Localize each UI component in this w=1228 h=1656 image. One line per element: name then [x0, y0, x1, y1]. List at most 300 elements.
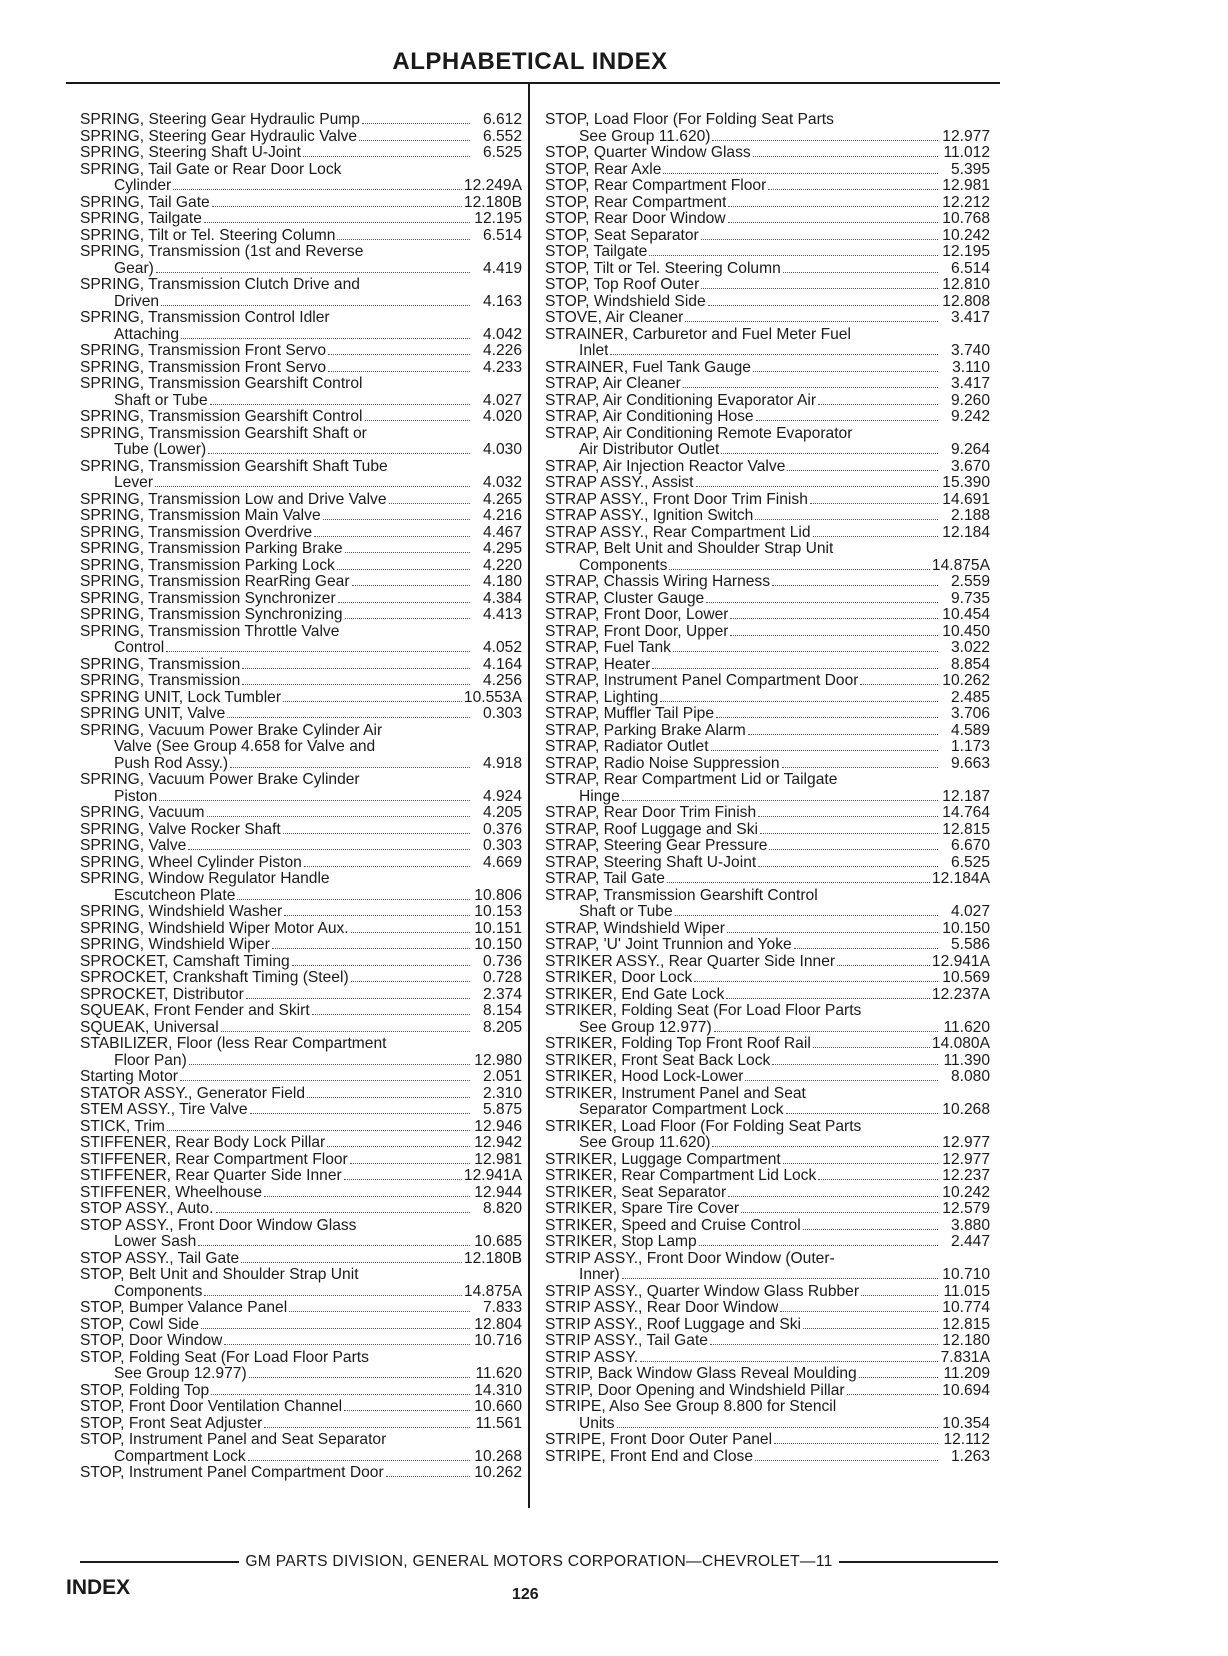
entry-group-number: 12.977 — [942, 1150, 990, 1168]
entry-group-number: 0.376 — [482, 820, 522, 838]
index-entry — [80, 1317, 522, 1334]
index-entry — [80, 607, 522, 624]
entry-group-number: 2.447 — [950, 1233, 990, 1250]
entry-text: STOP, Seat Separator — [545, 227, 699, 244]
entry-group-number: 2.374 — [482, 985, 522, 1003]
leader-dots — [728, 222, 938, 223]
entry-group-number: 3.670 — [950, 457, 990, 475]
leader-dots — [210, 404, 470, 405]
entry-text: STRAP, Fuel Tank — [545, 640, 671, 656]
index-entry — [80, 921, 522, 938]
index-entry — [545, 178, 990, 195]
entry-text: STRAP, Front Door, Lower — [545, 607, 729, 623]
entry-group-number: 12.237A — [931, 985, 990, 1003]
entry-group-number: 3.740 — [950, 342, 990, 359]
entry-group-number: 10.153 — [474, 903, 522, 920]
leader-dots — [362, 123, 470, 124]
entry-group-number: 8.080 — [950, 1068, 990, 1085]
entry-group-number: 14.691 — [942, 490, 990, 508]
leader-dots — [673, 651, 938, 652]
entry-group-number: 11.390 — [943, 1051, 990, 1069]
entry-text: Control — [114, 640, 165, 656]
entry-group-number: 10.694 — [942, 1381, 990, 1399]
index-column-left — [80, 112, 522, 1482]
leader-dots — [711, 750, 938, 751]
index-entry — [545, 772, 990, 789]
leader-dots — [861, 1295, 938, 1296]
leader-dots — [303, 156, 470, 157]
leader-dots — [772, 585, 938, 586]
index-entry — [545, 244, 990, 261]
index-entry — [545, 508, 990, 525]
index-entry — [80, 723, 522, 740]
index-entry — [545, 1168, 990, 1185]
index-entry — [80, 1201, 522, 1218]
entry-text: SPRING, Tail Gate — [80, 194, 210, 211]
entry-text: SPRING, Valve — [80, 838, 187, 854]
index-entry — [80, 624, 522, 641]
entry-text: SPRING, Transmission RearRing Gear — [80, 574, 350, 590]
entry-text: STRIKER, Folding Top Front Roof Rail — [545, 1036, 811, 1052]
entry-group-number: 4.032 — [482, 474, 522, 491]
entry-group-number: 4.163 — [482, 292, 522, 310]
leader-dots — [156, 272, 470, 273]
entry-text: STRAP, Parking Brake Alarm — [545, 722, 746, 739]
leader-dots — [741, 1212, 938, 1213]
index-entry — [80, 805, 522, 822]
entry-text: STICK, Trim — [80, 1118, 165, 1135]
entry-text: SPRING, Vacuum — [80, 805, 205, 821]
entry-group-number: 4.413 — [482, 606, 522, 623]
entry-text: Push Rod Assy.) — [114, 755, 229, 772]
index-entry — [545, 640, 990, 657]
entry-group-number: 9.264 — [950, 441, 990, 458]
entry-group-number: 4.226 — [482, 342, 522, 359]
leader-dots — [312, 1014, 470, 1015]
entry-text: STRIKER, Rear Compartment Lid Lock — [545, 1168, 817, 1184]
index-entry — [80, 1003, 522, 1020]
entry-text: SPRING, Transmission (1st and Reverse — [80, 244, 364, 260]
index-entry — [545, 1366, 990, 1383]
entry-text: STRAP, Cluster Gauge — [545, 590, 705, 607]
entry-group-number: 12.941A — [931, 952, 990, 970]
index-entry — [545, 1102, 990, 1119]
entry-group-number: 6.670 — [950, 837, 990, 854]
index-entry — [545, 393, 990, 410]
index-entry — [545, 195, 990, 212]
index-entry — [80, 1399, 522, 1416]
entry-text: STRIP ASSY., Rear Door Window — [545, 1300, 779, 1316]
index-entry — [80, 1218, 522, 1235]
entry-text: STOP, Rear Door Window — [545, 211, 726, 227]
entry-text: STRIP, Door Opening and Windshield Pillar — [545, 1382, 845, 1399]
entry-group-number: 4.027 — [482, 391, 522, 409]
index-entry — [545, 657, 990, 674]
leader-dots — [230, 767, 470, 768]
index-entry — [80, 1119, 522, 1136]
entry-text: Lower Sash — [114, 1234, 197, 1250]
index-entry — [80, 987, 522, 1004]
entry-group-number: 11.015 — [943, 1282, 990, 1300]
entry-group-number: 5.875 — [482, 1101, 522, 1118]
entry-group-number: 12.180B — [463, 1249, 522, 1267]
leader-dots — [246, 998, 470, 999]
entry-text: STRIKER, Spare Tire Cover — [545, 1201, 740, 1217]
leader-dots — [683, 387, 938, 388]
entry-group-number: 4.924 — [482, 787, 522, 805]
entry-group-number: 3.110 — [952, 358, 990, 376]
entry-group-number: 2.485 — [950, 688, 990, 706]
entry-text: STRAINER, Fuel Tank Gauge — [545, 359, 751, 376]
entry-text: SPRING, Steering Gear Hydraulic Pump — [80, 112, 360, 128]
index-entry — [545, 1267, 990, 1284]
leader-dots — [352, 585, 470, 586]
entry-group-number: 12.815 — [942, 820, 990, 838]
leader-dots — [617, 1427, 938, 1428]
leader-dots — [323, 519, 470, 520]
leader-dots — [166, 651, 470, 652]
entry-text: STOP ASSY., Front Door Window Glass — [80, 1217, 357, 1234]
leader-dots — [204, 1295, 461, 1296]
entry-group-number: 3.417 — [950, 375, 990, 392]
index-entry — [80, 1152, 522, 1169]
entry-text: STRIP ASSY., Roof Luggage and Ski — [545, 1316, 802, 1333]
entry-text: SPRING, Windshield Wiper Motor Aux. — [80, 920, 349, 937]
entry-group-number: 4.669 — [482, 853, 522, 871]
entry-text: SPRING, Transmission Main Valve — [80, 508, 321, 524]
leader-dots — [337, 569, 470, 570]
entry-text: Piston — [114, 788, 158, 805]
index-entry — [80, 508, 522, 525]
title-rule — [66, 82, 1000, 84]
entry-group-number: 12.180 — [942, 1332, 990, 1349]
entry-text: Starting Motor — [80, 1069, 178, 1085]
entry-text: STRAP ASSY., Assist — [545, 475, 694, 491]
entry-text: STRIKER ASSY., Rear Quarter Side Inner — [545, 953, 836, 970]
index-entry — [545, 1432, 990, 1449]
index-entry — [545, 1449, 990, 1466]
leader-dots — [173, 189, 462, 190]
leader-dots — [769, 849, 938, 850]
leader-dots — [307, 1097, 470, 1098]
entry-group-number: 12.195 — [474, 210, 522, 227]
entry-group-number: 10.150 — [474, 936, 522, 953]
entry-text: STRAP, Heater — [545, 656, 651, 673]
leader-dots — [745, 1080, 938, 1081]
index-entry — [545, 888, 990, 905]
index-entry — [80, 904, 522, 921]
index-entry — [80, 1449, 522, 1466]
leader-dots — [338, 602, 470, 603]
index-entry — [80, 871, 522, 888]
leader-dots — [622, 800, 938, 801]
entry-group-number: 12.184A — [931, 870, 990, 887]
index-entry — [80, 426, 522, 443]
index-entry — [80, 1333, 522, 1350]
index-entry — [545, 739, 990, 756]
leader-dots — [669, 569, 929, 570]
entry-group-number: 10.710 — [942, 1266, 990, 1283]
entry-text: STRIKER, Load Floor (For Folding Seat Parts — [545, 1118, 862, 1135]
index-entry — [545, 376, 990, 393]
leader-dots — [753, 371, 938, 372]
entry-group-number: 10.450 — [942, 622, 990, 640]
entry-text: SPRING, Transmission Low and Drive Valve — [80, 491, 387, 508]
entry-group-number: 10.262 — [474, 1464, 522, 1481]
entry-group-number: 4.205 — [482, 804, 522, 821]
index-entry — [545, 954, 990, 971]
page-number: 126 — [512, 1586, 539, 1603]
index-entry — [545, 871, 990, 888]
entry-text: STRAP, Air Cleaner — [545, 376, 681, 392]
index-entry — [545, 723, 990, 740]
entry-text: STRAP, 'U' Joint Trunnion and Yoke — [545, 937, 792, 953]
index-entry — [545, 1069, 990, 1086]
entry-group-number: 2.188 — [950, 507, 990, 524]
entry-group-number: 4.042 — [482, 325, 522, 343]
entry-text: SPRING, Steering Gear Hydraulic Valve — [80, 128, 358, 145]
entry-text: STRAP, Rear Compartment Lid or Tailgate — [545, 772, 838, 788]
entry-group-number: 10.262 — [942, 672, 990, 689]
leader-dots — [730, 635, 938, 636]
entry-group-number: 0.303 — [482, 837, 522, 854]
entry-text: SPROCKET, Camshaft Timing — [80, 953, 290, 970]
leader-dots — [314, 536, 470, 537]
entry-group-number: 10.242 — [942, 226, 990, 244]
entry-group-number: 12.195 — [942, 243, 990, 260]
entry-group-number: 12.977 — [942, 1134, 990, 1151]
leader-dots — [359, 140, 470, 141]
index-entry — [545, 706, 990, 723]
entry-text: Components — [114, 1283, 203, 1300]
entry-text: STOP ASSY., Tail Gate — [80, 1250, 240, 1267]
entry-text: STRAP, Front Door, Upper — [545, 623, 729, 640]
index-entry — [545, 1135, 990, 1152]
entry-text: Shaft or Tube — [579, 904, 673, 920]
index-entry — [545, 1003, 990, 1020]
entry-group-number: 4.216 — [482, 507, 522, 524]
leader-dots — [783, 1163, 938, 1164]
leader-dots — [204, 222, 470, 223]
entry-group-number: 12.249A — [463, 177, 522, 194]
leader-dots — [242, 668, 470, 669]
leader-dots — [696, 486, 939, 487]
entry-text: STRIKER, Luggage Compartment — [545, 1151, 781, 1168]
entry-text: STRIKER, Door Lock — [545, 970, 693, 986]
index-entry — [545, 1416, 990, 1433]
leader-dots — [701, 288, 938, 289]
entry-text: STOP, Door Window — [80, 1333, 223, 1349]
entry-text: STOP, Bumper Valance Panel — [80, 1300, 288, 1316]
leader-dots — [212, 206, 462, 207]
leader-dots — [667, 882, 930, 883]
leader-dots — [640, 1361, 938, 1362]
entry-group-number: 11.561 — [475, 1414, 522, 1432]
index-entry — [545, 343, 990, 360]
leader-dots — [389, 503, 471, 504]
entry-group-number: 12.981 — [474, 1150, 522, 1168]
leader-dots — [328, 354, 470, 355]
leader-dots — [327, 1146, 470, 1147]
index-entry — [80, 475, 522, 492]
entry-group-number: 10.716 — [474, 1332, 522, 1349]
index-entry — [545, 607, 990, 624]
entry-group-number: 6.612 — [482, 111, 522, 128]
entry-group-number: 0.736 — [482, 952, 522, 970]
index-entry — [80, 376, 522, 393]
entry-group-number: 1.263 — [950, 1447, 990, 1465]
leader-dots — [675, 915, 938, 916]
leader-dots — [803, 1328, 938, 1329]
index-entry — [545, 673, 990, 690]
entry-text: STRAP, Air Conditioning Remote Evaporator — [545, 425, 853, 442]
entry-text: SPRING, Transmission — [80, 656, 241, 673]
index-entry — [80, 1102, 522, 1119]
index-entry — [80, 657, 522, 674]
index-entry — [80, 970, 522, 987]
entry-text: Attaching — [114, 326, 180, 343]
index-entry — [80, 211, 522, 228]
leader-dots — [813, 1047, 930, 1048]
entry-group-number: 10.151 — [474, 919, 522, 937]
leader-dots — [292, 965, 470, 966]
index-entry — [545, 855, 990, 872]
index-entry — [545, 261, 990, 278]
entry-text: SPROCKET, Crankshaft Timing (Steel) — [80, 970, 349, 986]
leader-dots — [241, 1262, 462, 1263]
entry-text: STRAP, Transmission Gearshift Control — [545, 887, 818, 904]
leader-dots — [721, 453, 938, 454]
index-entry — [80, 195, 522, 212]
index-entry — [80, 129, 522, 146]
index-entry — [545, 1036, 990, 1053]
entry-text: SPRING, Valve Rocker Shaft — [80, 821, 281, 838]
index-entry — [545, 970, 990, 987]
entry-group-number: 9.663 — [950, 754, 990, 772]
index-entry — [80, 954, 522, 971]
leader-dots — [250, 1113, 470, 1114]
leader-dots — [221, 1031, 470, 1032]
index-entry — [545, 987, 990, 1004]
index-entry — [545, 492, 990, 509]
entry-group-number: 4.918 — [482, 754, 522, 772]
entry-group-number: 12.981 — [942, 177, 990, 194]
entry-group-number: 4.052 — [482, 639, 522, 656]
index-entry — [545, 1053, 990, 1070]
index-entry — [545, 838, 990, 855]
entry-group-number: 8.820 — [482, 1200, 522, 1217]
entry-group-number: 12.237 — [942, 1167, 990, 1184]
entry-group-number: 6.552 — [482, 127, 522, 145]
leader-dots — [712, 140, 938, 141]
entry-text: STOP, Folding Top — [80, 1382, 210, 1399]
entry-group-number: 10.242 — [942, 1183, 990, 1201]
entry-text: STOP, Top Roof Outer — [545, 277, 700, 293]
entry-text: STRIKER, Instrument Panel and Seat — [545, 1085, 806, 1102]
entry-text: SPRING, Transmission Clutch Drive and — [80, 277, 360, 293]
entry-text: STOP ASSY., Auto. — [80, 1201, 214, 1217]
leader-dots — [755, 1460, 938, 1461]
leader-dots — [189, 1064, 470, 1065]
leader-dots — [610, 354, 938, 355]
index-entry — [545, 1317, 990, 1334]
entry-group-number: 3.417 — [950, 309, 990, 326]
index-entry — [80, 525, 522, 542]
entry-group-number: 6.525 — [950, 853, 990, 871]
entry-group-number: 12.815 — [942, 1315, 990, 1333]
entry-text: STOP, Tilt or Tel. Steering Column — [545, 260, 781, 277]
entry-text: Driven — [114, 293, 160, 310]
entry-text: STRAP, Radio Noise Suppression — [545, 755, 780, 772]
leader-dots — [847, 1394, 938, 1395]
leader-dots — [706, 602, 938, 603]
leader-dots — [716, 717, 938, 718]
leader-dots — [242, 684, 470, 685]
leader-dots — [283, 701, 462, 702]
leader-dots — [198, 1245, 470, 1246]
entry-text: STRIKER, Front Seat Back Lock — [545, 1052, 771, 1069]
leader-dots — [201, 1328, 470, 1329]
entry-group-number: 12.187 — [942, 787, 990, 805]
index-entry — [80, 310, 522, 327]
index-entry — [80, 1432, 522, 1449]
entry-group-number: 0.728 — [482, 969, 522, 986]
index-entry — [80, 261, 522, 278]
entry-text: SPRING, Windshield Wiper — [80, 937, 270, 953]
leader-dots — [772, 1064, 938, 1065]
entry-group-number: 11.620 — [475, 1365, 522, 1382]
entry-group-number: 1.173 — [950, 738, 990, 755]
entry-group-number: 10.553A — [463, 688, 522, 706]
entry-text: SPRING, Transmission Gearshift Shaft Tube — [80, 458, 388, 475]
index-entry — [80, 327, 522, 344]
index-entry — [545, 310, 990, 327]
entry-group-number: 14.764 — [942, 804, 990, 821]
index-entry — [80, 855, 522, 872]
leader-dots — [663, 173, 938, 174]
index-entry — [545, 558, 990, 575]
entry-group-number: 3.880 — [950, 1216, 990, 1234]
leader-dots — [237, 899, 470, 900]
index-entry — [545, 294, 990, 311]
index-entry — [80, 1267, 522, 1284]
entry-group-number: 12.579 — [942, 1200, 990, 1217]
entry-group-number: 15.390 — [942, 474, 990, 491]
leader-dots — [181, 338, 470, 339]
leader-dots — [227, 717, 470, 718]
entry-group-number: 4.233 — [482, 358, 522, 376]
entry-group-number: 5.395 — [950, 160, 990, 178]
index-column-right — [545, 112, 990, 1465]
entry-text: STRAP, Air Injection Reactor Valve — [545, 458, 786, 475]
leader-dots — [768, 189, 938, 190]
leader-dots — [622, 1278, 938, 1279]
entry-text: Valve (See Group 4.658 for Valve and — [114, 739, 376, 755]
leader-dots — [818, 1179, 938, 1180]
entry-group-number: 4.384 — [482, 589, 522, 607]
entry-text: SPRING, Transmission Synchronizer — [80, 590, 336, 607]
index-entry — [80, 772, 522, 789]
index-entry — [80, 1168, 522, 1185]
index-entry — [545, 112, 990, 129]
entry-group-number: 8.854 — [950, 655, 990, 673]
entry-group-number: 9.735 — [950, 589, 990, 607]
leader-dots — [780, 1311, 938, 1312]
leader-dots — [264, 1427, 470, 1428]
leader-dots — [727, 932, 938, 933]
leader-dots — [155, 486, 470, 487]
leader-dots — [345, 552, 470, 553]
